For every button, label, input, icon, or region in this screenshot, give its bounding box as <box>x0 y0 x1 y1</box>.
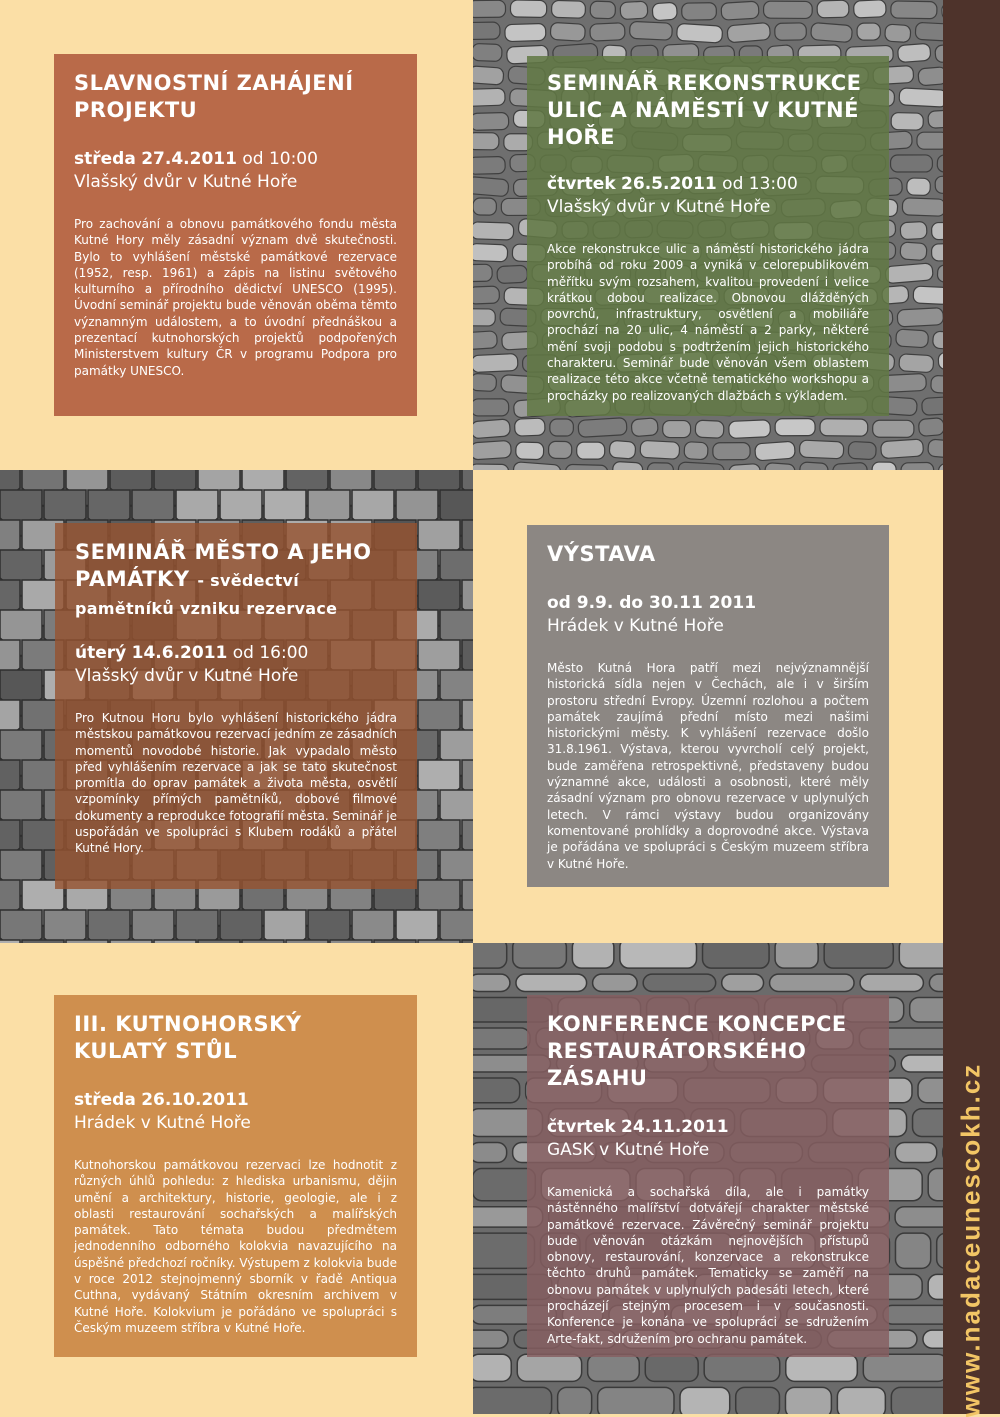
event-title: VÝSTAVA <box>547 541 869 568</box>
event-title: SEMINÁŘ MĚSTO A JEHO PAMÁTKY - svědectví pamětníků vzniku rezervace <box>75 539 397 622</box>
website-url[interactable]: www.nadaceunescokh.cz <box>956 1063 987 1417</box>
event-card-opening <box>54 54 417 416</box>
event-date: čtvrtek 26.5.2011 od 13:00 <box>547 173 869 196</box>
event-description: Pro Kutnou Horu bylo vyhlášení historického jádra městskou památkovou rezervací jedním ze zásadních momentů novodobé historie. Jak vypadalo město před vyhlášením rezervace a jak se tato skutečnost promítla do oprav památek a života města, osvětlí vzpomínky přímých pamětníků, dobové filmové dokumenty a reprodukce fotografií města. Seminář je uspořádán ve spolupráci s Klubem rodáků a přátel Kutné Hory. <box>75 710 397 857</box>
event-place: GASK v Kutné Hoře <box>547 1139 869 1162</box>
event-description: Kutnohorskou památkovou rezervaci lze hodnotit z různých úhlů pohledu: z hlediska urbanismu, dějin umění a architektury, historie, geologie, ale i z oblasti restaurování sochařských a malířských památek. Tato témata budou předmětem jednodenního odborného kolokvia navazujícího na úspěšné předchozí ročníky. Výstupem z kolokvia bude v roce 2012 stejnojmenný sborník v řadě Antiqua Cuthna, vydávaný Státním okresním archivem v Kutné Hoře. Kolokvium je pořádáno ve spolupráci s Českým muzeem stříbra v Kutné Hoře. <box>74 1157 397 1336</box>
event-subtitle: - svědectví pamětníků vzniku rezervace <box>75 571 337 618</box>
event-card-town-seminar <box>55 523 417 889</box>
event-description: Pro zachování a obnovu památkového fondu města Kutné Hory měly zásadní význam dvě skutečnosti. Bylo to vyhlášení městské památkové rezervace (1952, resp. 1961) a zápis na listinu světového kulturního a přírodního dědictví UNESCO (1995). Úvodní seminář projektu bude věnován oběma těmto významným událostem, a to úvodní přednáškou a prezentací kutnohorských projektů podpořených Ministerstvem kultury ČR v programu Podpora pro památky UNESCO. <box>74 216 397 379</box>
event-description: Akce rekonstrukce ulic a náměstí historického jádra probíhá od roku 2009 a vyniká v celorepublikovém měřítku svým rozsahem, kvalitou provedení i velice krátkou dobou realizace. Obnovou dlážděných povrchů, infrastruktury, osvětlení a mobiliáře prochází na 20 ulic, 4 náměstí a 2 parky, některé mění svoji podobu s podtržením jejich historického charakteru. Seminář bude věnován všem oblastem realizace této akce včetně tematického workshopu a procházky po realizovaných dlažbách s výkladem. <box>547 241 869 404</box>
event-description: Město Kutná Hora patří mezi nejvýznamnější historická sídla nejen v Čechách, ale i v širším prostoru střední Evropy. Územní rozlohou a počtem památek zaujímá přední místo mezi našimi historickými městy. K vyhlášení rezervace došlo 31.8.1961. Výstava, kterou vyvrcholí celý projekt, bude zaměřena retrospektivně, představeny budou významné akce, události a osobnosti, které měly zásadní význam pro obnovu rezervace v uplynulých letech. V rámci výstavy budou organizovány komentované prohlídky a doprovodné akce. Výstava je pořádána ve spolupráci s Českým muzeem stříbra v Kutné Hoře. <box>547 660 869 872</box>
event-date: od 9.9. do 30.11 2011 <box>547 592 869 615</box>
event-card-streets-seminar <box>527 56 889 416</box>
event-title: SLAVNOSTNÍ ZAHÁJENÍ PROJEKTU <box>74 70 397 124</box>
event-date: středa 26.10.2011 <box>74 1089 397 1112</box>
event-title: III. KUTNOHORSKÝ KULATÝ STŮL <box>74 1011 397 1065</box>
event-date: čtvrtek 24.11.2011 <box>547 1116 869 1139</box>
event-date: úterý 14.6.2011 od 16:00 <box>75 642 397 665</box>
event-place: Hrádek v Kutné Hoře <box>547 615 869 638</box>
event-description: Kamenická a sochařská díla, ale i památky nástěnného malířství dotvářejí charakter městské památkové rezervace. Závěrečný seminář projektu bude věnován otázkám nejnovějších přístupů obnovy, restaurování, konzervace a rekonstrukce těchto druhů památek. Tematicky se zaměří na obnovu památek v uplynulých padesáti letech, které procházejí stejným procesem i v současnosti. Konference je konána ve spolupráci se sdružením Arte-fakt, sdružením pro ochranu památek. <box>547 1184 869 1347</box>
event-place: Hrádek v Kutné Hoře <box>74 1112 397 1135</box>
event-card-conference <box>527 995 889 1357</box>
event-date: středa 27.4.2011 od 10:00 <box>74 148 397 171</box>
event-title: KONFERENCE KONCEPCE RESTAURÁTORSKÉHO ZÁSAHU <box>547 1011 869 1092</box>
event-place: Vlašský dvůr v Kutné Hoře <box>547 196 869 219</box>
event-card-exhibition <box>527 525 889 887</box>
event-title: SEMINÁŘ REKONSTRUKCE ULIC A NÁMĚSTÍ V KUTNÉ HOŘE <box>547 70 869 151</box>
event-place: Vlašský dvůr v Kutné Hoře <box>74 171 397 194</box>
event-place: Vlašský dvůr v Kutné Hoře <box>75 665 397 688</box>
event-card-round-table <box>54 995 417 1357</box>
